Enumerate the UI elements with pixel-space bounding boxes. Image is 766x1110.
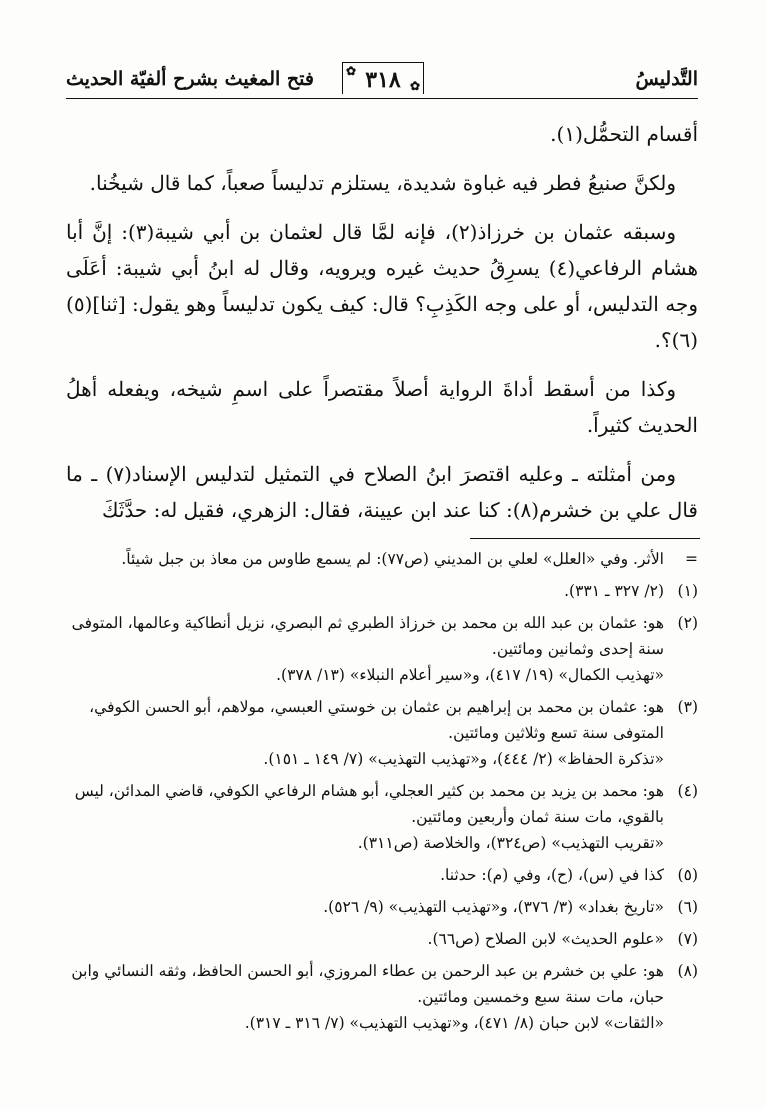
running-header [66,62,698,98]
footnote-number: (٧) [677,930,698,948]
header-rule [66,98,698,99]
footnote [66,546,698,572]
footnote [66,926,698,952]
footnote-number: (٨) [677,962,698,980]
footnote [66,610,698,688]
ornament-icon: ✿ [345,64,357,78]
footnote-number: (٢) [677,614,698,632]
page-number: ٣١٨ [365,67,401,93]
footnote-number: (١) [677,582,698,600]
footnote-text: كذا في (س)، (ح)، وفي (م): حدثنا. [440,866,664,884]
footnote [66,894,698,920]
footnote-number: (٥) [677,866,698,884]
footnote-number: (٣) [677,698,698,716]
footnote-text: هو: عثمان بن محمد بن إبراهيم بن عثمان بن خوستي العبسي، مولاهم، أبو الحسن الكوفي، المتوفى سنة تسع وثلاثين ومائتين. [89,698,664,742]
footnote-text: «علوم الحديث» لابن الصلاح (ص٦٦). [427,930,664,948]
footnote [66,958,698,1036]
footnote [66,578,698,604]
footnote-source: «تقريب التهذيب» (ص٣٢٤)، والخلاصة (ص٣١١). [357,834,664,852]
footnote-number: (٤) [677,782,698,800]
footnote-source: «الثقات» لابن حبان (٨/ ٤٧١)، و«تهذيب التهذيب» (٧/ ٣١٦ ـ ٣١٧). [244,1014,664,1032]
page-number-box [342,62,424,94]
footnote-source: «تذكرة الحفاظ» (٢/ ٤٤٤)، و«تهذيب التهذيب» (٧/ ١٤٩ ـ ١٥١). [263,750,664,768]
footnote-text: هو: علي بن خشرم بن عبد الرحمن بن عطاء المروزي، أبو الحسن الحافظ، وثقه النسائي وابن حبان، مات سنة سبع وخمسين ومائتين. [71,962,664,1006]
paragraph: ولكنَّ صنيعُ فطر فيه غباوة شديدة، يستلزم تدليساً صعباً، كما قال شيخُنا. [89,171,676,195]
paragraph: ومن أمثلته ـ وعليه اقتصرَ ابنُ الصلاح في التمثيل لتدليس الإسناد(٧) ـ ما قال علي بن خشرم(٨): كنا عند ابن عيينة، فقال: الزهري، فقيل له: حدَّثَكَ [66,462,698,522]
main-text [66,116,698,541]
footnote-text: هو: محمد بن يزيد بن محمد بن كثير العجلي، أبو هشام الرفاعي الكوفي، قاضي المدائن، ليس بالقوي، مات سنة ثمان وأربعين ومائتين. [74,782,664,826]
footnote-separator [470,538,700,539]
footnote [66,694,698,772]
section-title: التَّدليسُ [635,68,698,90]
footnotes [66,546,698,1042]
footnote-number: (٦) [677,898,698,916]
paragraph: أقسام التحمُّل(١). [550,122,698,146]
footnote-text: (٢/ ٣٢٧ ـ ٣٣١). [564,582,664,600]
footnote [66,778,698,856]
footnote [66,862,698,888]
footnote-text: هو: عثمان بن عبد الله بن محمد بن خرزاذ الطبري ثم البصري، نزيل أنطاكية وعالمها، المتوفى سنة إحدى وثمانين ومائتين. [71,614,664,658]
ornament-icon: ✿ [409,79,421,93]
paragraph: وسبقه عثمان بن خرزاذ(٢)، فإنه لمَّا قال لعثمان بن أبي شيبة(٣): إنَّ أبا هشام الرفاعي(٤) يسرِقُ حديث غيره ويرويه، وقال له ابنُ أبي شيبة: أعَلَى وجه التدليس، أو على وجه الكَذِبِ؟ قال: كيف يكون تدليساً وهو يقول: [ثنا](٥)(٦)؟. [66,220,698,352]
footnote-text: «تاريخ بغداد» (٣/ ٣٧٦)، و«تهذيب التهذيب» (٩/ ٥٢٦). [323,898,664,916]
footnote-source: «تهذيب الكمال» (١٩/ ٤١٧)، و«سير أعلام النبلاء» (١٣/ ٣٧٨). [276,666,664,684]
paragraph: وكذا من أسقط أداةَ الرواية أصلاً مقتصراً على اسمِ شيخه، ويفعله أهلُ الحديث كثيراً. [66,377,698,437]
book-title: فتح المغيث بشرح ألفيّة الحديث [66,68,314,90]
footnote-number: = [685,550,698,568]
footnote-text: الأثر. وفي «العلل» لعلي بن المديني (ص٧٧): لم يسمع طاوس من معاذ بن جبل شيئاً. [121,550,664,568]
